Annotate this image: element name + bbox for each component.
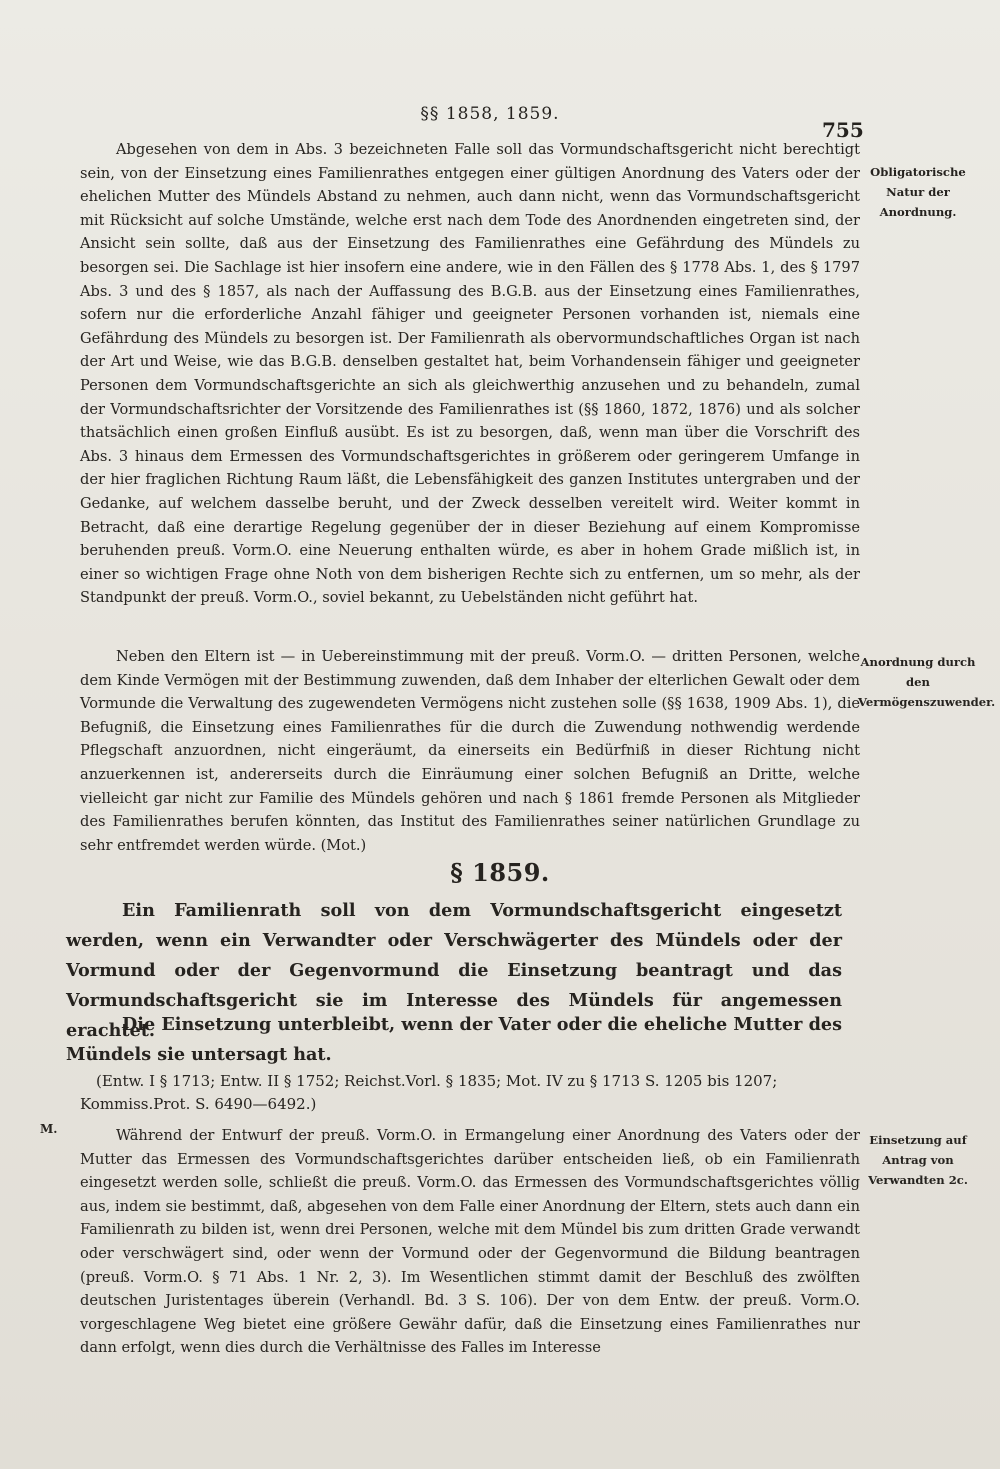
running-head: §§ 1858, 1859. bbox=[420, 104, 560, 124]
margin-note-2: Anordnung durch den Vermögenszuwender. bbox=[858, 655, 996, 709]
source-references: (Entw. I § 1713; Entw. II § 1752; Reichst.Vorl. § 1835; Mot. IV zu § 1713 S. 1205 bis 1207; Kommiss.Prot. S. 6490—6492.) bbox=[80, 1072, 778, 1113]
commentary-block-1 bbox=[80, 138, 860, 610]
commentary-block-3 bbox=[80, 1124, 860, 1360]
statute-text-2: Die Einsetzung unterbleibt, wenn der Vater oder die eheliche Mutter des Mündels sie untersagt hat. bbox=[66, 1014, 842, 1065]
paragraph-2: Neben den Eltern ist — in Uebereinstimmung mit der preuß. Vorm.O. — dritten Personen, welche dem Kinde Vermögen mit der Bestimmung zuwenden, daß dem Inhaber der elterlichen Gewalt oder dem Vormunde die Verwaltung des zugewendeten Vermögens nicht zustehen solle (§§ 1638, 1909 Abs. 1), die Befugniß, die Einsetzung eines Familienrathes für die durch die Zuwendung nothwendig werdende Pflegschaft anzuordnen, nicht eingeräumt, da einerseits ein Bedürfniß in dieser Richtung nicht anzuerkennen ist, andererseits durch die Einräumung einer solchen Befugniß an Dritte, welche vielleicht gar nicht zur Familie des Mündels gehören und nach § 1861 fremde Personen als Mitglieder des Familienrathes berufen könnten, das Institut des Familienrathes seiner natürlichen Grundlage zu sehr entfremdet werden würde. (Mot.) bbox=[80, 648, 860, 854]
side-mark: M. bbox=[40, 1122, 58, 1136]
paragraph-3: Während der Entwurf der preuß. Vorm.O. in Ermangelung einer Anordnung des Vaters oder der Mutter das Ermessen des Vormundschaftsgerichtes darüber entscheiden ließ, ob ein Familienrath eingesetzt werden solle, schließt die preuß. Vorm.O. das Ermessen des Vormundschaftsgerichtes völlig aus, indem sie bestimmt, daß, abgesehen von dem Falle einer Anordnung der Eltern, stets auch dann ein Familienrath zu bilden ist, wenn drei Personen, welche mit dem Mündel bis zum dritten Grade verwandt oder verschwägert sind, oder wenn der Vormund oder der Gegenvormund die Bildung beantragen (preuß. Vorm.O. § 71 Abs. 1 Nr. 2, 3). Im Wesentlichen stimmt damit der Beschluß des zwölften deutschen Juristentages überein (Verhandl. Bd. 3 S. 106). Der von dem Entw. der preuß. Vorm.O. vorgeschlagene Weg bietet eine größere Gewähr dafür, daß die Einsetzung eines Familienrathes nur dann erfolgt, wenn dies durch die Verhältnisse des Falles im Interesse bbox=[80, 1127, 860, 1357]
section-heading: § 1859. bbox=[450, 858, 550, 887]
commentary-block-2 bbox=[80, 645, 860, 857]
page-number: 755 bbox=[822, 118, 864, 142]
margin-note-3: Einsetzung auf Antrag von Verwandten 2c. bbox=[868, 1133, 968, 1187]
statute-text-1: Ein Familienrath soll von dem Vormundschaftsgericht eingesetzt werden, wenn ein Verwandter oder Verschwägerter des Mündels oder der Vormund oder der Gegenvormund die Einsetzung beantragt und das Vormundschaftsgericht sie im Interesse des Mündels für angemessen erachtet. bbox=[66, 900, 842, 1041]
margin-note-1: Obligatorische Natur der Anordnung. bbox=[870, 165, 966, 219]
paragraph-1: Abgesehen von dem in Abs. 3 bezeichneten Falle soll das Vormundschaftsgericht nicht berechtigt sein, von der Einsetzung eines Familienrathes entgegen einer gültigen Anordnung des Vaters oder der ehelichen Mutter des Mündels Abstand zu nehmen, auch dann nicht, wenn das Vormundschaftsgericht mit Rücksicht auf solche Umstände, welche erst nach dem Tode des Anordnenden eingetreten sind, der Ansicht sein sollte, daß aus der Einsetzung des Familienrathes eine Gefährdung des Mündels zu besorgen sei. Die Sachlage ist hier insofern eine andere, wie in den Fällen des § 1778 Abs. 1, des § 1797 Abs. 3 und des § 1857, als nach der Auffassung des B.G.B. aus der Einsetzung eines Familienrathes, sofern nur die erforderliche Anzahl fähiger und geeigneter Personen vorhanden ist, niemals eine Gefährdung des Mündels zu besorgen ist. Der Familienrath als obervormundschaftliches Organ ist nach der Art und Weise, wie das B.G.B. denselben gestaltet hat, beim Vorhandensein fähiger und geeigneter Personen dem Vormundschaftsgerichte an sich als gleichwerthig anzusehen und zu behandeln, zumal der Vormundschaftsrichter der Vorsitzende des Familienrathes ist (§§ 1860, 1872, 1876) und als solcher thatsächlich einen großen Einfluß ausübt. Es ist zu besorgen, daß, wenn man über die Vorschrift des Abs. 3 hinaus dem Ermessen des Vormundschaftsgerichtes in größerem oder geringerem Umfange in der hier fraglichen Richtung Raum läßt, die Lebensfähigkeit des ganzen Institutes untergraben und der Gedanke, auf welchem dasselbe beruht, und der Zweck desselben vereitelt wird. Weiter kommt in Betracht, daß eine derartige Regelung gegenüber der in dieser Beziehung auf einem Kompromisse beruhenden preuß. Vorm.O. eine Neuerung enthalten würde, es aber in hohem Grade mißlich ist, in einer so wichtigen Frage ohne Noth von dem bisherigen Rechte sich zu entfernen, um so mehr, als der Standpunkt der preuß. Vorm.O., soviel bekannt, zu Uebelständen nicht geführt hat. bbox=[80, 141, 860, 607]
